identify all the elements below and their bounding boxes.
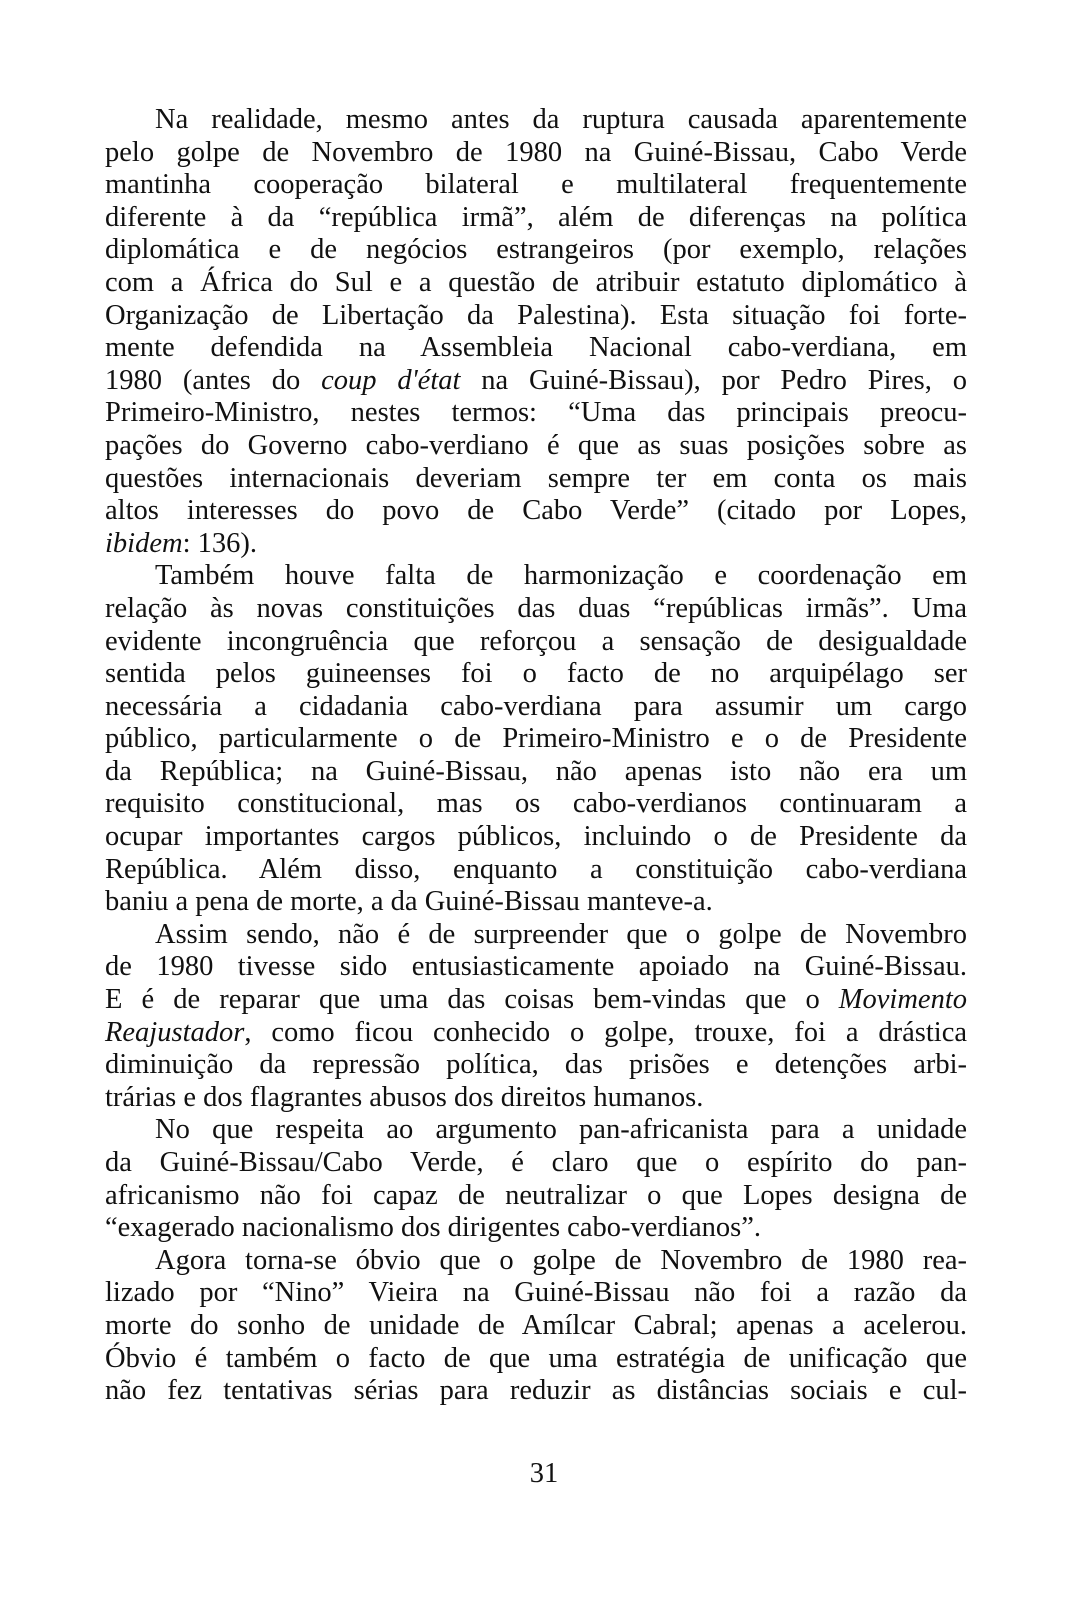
- text-run: pações do Governo cabo-verdiano é que as suas posições sobre as: [105, 429, 967, 461]
- text-line: [105, 984, 967, 1017]
- text-line: [105, 691, 967, 724]
- text-run: da Guiné-Bissau/Cabo Verde, é claro que o espírito do pan-: [105, 1147, 967, 1178]
- text-line: [105, 560, 967, 593]
- text-line: [105, 104, 967, 137]
- text-run: diferente à da “república irmã”, além de diferenças na política: [105, 201, 967, 233]
- text-line: [105, 1147, 967, 1180]
- text-run: República. Além disso, enquanto a constituição cabo-verdiana: [105, 853, 967, 885]
- text-run: Assim sendo, não é de surpreender que o golpe de Novembro: [155, 918, 967, 950]
- text-run: morte do sonho de unidade de Amílcar Cabral; apenas a acelerou.: [105, 1309, 967, 1341]
- text-run: mantinha cooperação bilateral e multilateral frequentemente: [105, 169, 967, 201]
- text-run: sentida pelos guineenses foi o facto de no arquipélago ser: [105, 658, 967, 690]
- text-line: [105, 528, 967, 561]
- text-run: mente defendida na Assembleia Nacional cabo-verdiana, em: [105, 332, 967, 364]
- text-line: [105, 1277, 967, 1310]
- text-run: Também houve falta de harmonização e coordenação em: [155, 560, 967, 592]
- text-line: [105, 821, 967, 854]
- italic-text-run: ibidem: [105, 527, 183, 559]
- text-line: [105, 267, 967, 300]
- text-run: requisito constitucional, mas os cabo-verdianos continuaram a: [105, 788, 967, 820]
- page-number: 31: [529, 1458, 559, 1489]
- text-line: [105, 886, 967, 919]
- text-run: Na realidade, mesmo antes da ruptura causada aparentemente: [155, 104, 967, 135]
- text-line: [105, 626, 967, 659]
- text-run: diplomática e de negócios estrangeiros (por exemplo, relações: [105, 234, 967, 266]
- text-line: [105, 234, 967, 267]
- text-line: [105, 1114, 967, 1147]
- text-line: [105, 1245, 967, 1278]
- text-line: [105, 854, 967, 887]
- text-line: [105, 1212, 967, 1245]
- text-line: [105, 1343, 967, 1376]
- text-run: “exagerado nacionalismo dos dirigentes cabo-verdianos”.: [105, 1212, 762, 1244]
- text-run: altos interesses do povo de Cabo Verde” (citado por Lopes,: [105, 495, 967, 527]
- italic-text-run: coup d'état: [321, 364, 461, 396]
- text-run: Organização de Libertação da Palestina). Esta situação foi forte-: [105, 299, 967, 331]
- text-run: da República; na Guiné-Bissau, não apenas isto não era um: [105, 755, 967, 787]
- text-run: necessária a cidadania cabo-verdiana para assumir um cargo: [105, 690, 967, 722]
- text-line: [105, 495, 967, 528]
- text-run: evidente incongruência que reforçou a sensação de desigualdade: [105, 625, 967, 657]
- text-run: No que respeita ao argumento pan-africanista para a unidade: [155, 1114, 967, 1146]
- text-line: [105, 593, 967, 626]
- text-run: ocupar importantes cargos públicos, incluindo o de Presidente da: [105, 821, 967, 853]
- text-line: [105, 1049, 967, 1082]
- italic-text-run: Movimento: [838, 984, 967, 1016]
- text-line: [105, 1180, 967, 1213]
- text-run: Agora torna-se óbvio que o golpe de Novembro de 1980 rea-: [155, 1244, 967, 1276]
- text-run: baniu a pena de morte, a da Guiné-Bissau manteve-a.: [105, 886, 713, 918]
- text-line: [105, 397, 967, 430]
- text-line: [105, 951, 967, 984]
- text-line: [105, 365, 967, 398]
- text-run: 1980 (antes do: [105, 364, 322, 396]
- text-run: Primeiro-Ministro, nestes termos: “Uma das principais preocu-: [105, 397, 967, 429]
- text-run: africanismo não foi capaz de neutralizar o que Lopes designa de: [105, 1179, 967, 1211]
- text-line: [105, 332, 967, 365]
- text-line: [105, 169, 967, 202]
- text-run: com a África do Sul e a questão de atribuir estatuto diplomático à: [105, 266, 967, 298]
- text-run: não fez tentativas sérias para reduzir as distâncias sociais e cul-: [105, 1375, 967, 1407]
- body-text: [105, 104, 967, 1408]
- text-line: [105, 137, 967, 170]
- text-line: [105, 788, 967, 821]
- text-run: pelo golpe de Novembro de 1980 na Guiné-Bissau, Cabo Verde: [105, 136, 967, 168]
- text-run: E é de reparar que uma das coisas bem-vindas que o: [105, 984, 839, 1016]
- text-line: [105, 300, 967, 333]
- text-line: [105, 463, 967, 496]
- text-run: Óbvio é também o facto de que uma estratégia de unificação que: [105, 1342, 967, 1374]
- text-line: [105, 1017, 967, 1050]
- text-line: [105, 723, 967, 756]
- text-run: público, particularmente o de Primeiro-Ministro e o de Presidente: [105, 723, 967, 755]
- text-run: lizado por “Nino” Vieira na Guiné-Bissau não foi a razão da: [105, 1277, 967, 1309]
- text-run: : 136).: [182, 527, 257, 559]
- text-line: [105, 1310, 967, 1343]
- text-line: [105, 756, 967, 789]
- text-line: [105, 919, 967, 952]
- text-run: questões internacionais deveriam sempre ter em conta os mais: [105, 462, 967, 494]
- text-run: de 1980 tivesse sido entusiasticamente apoiado na Guiné-Bissau.: [105, 951, 967, 983]
- text-run: diminuição da repressão política, das prisões e detenções arbi-: [105, 1049, 967, 1081]
- text-run: trárias e dos flagrantes abusos dos direitos humanos.: [105, 1081, 704, 1113]
- text-line: [105, 430, 967, 463]
- text-line: [105, 202, 967, 235]
- text-line: [105, 658, 967, 691]
- text-line: [105, 1082, 967, 1115]
- text-run: , como ficou conhecido o golpe, trouxe, foi a drástica: [244, 1016, 967, 1048]
- text-run: na Guiné-Bissau), por Pedro Pires, o: [460, 364, 967, 396]
- italic-text-run: Reajustador: [105, 1016, 245, 1048]
- text-run: relação às novas constituições das duas “repúblicas irmãs”. Uma: [105, 592, 967, 624]
- text-line: [105, 1375, 967, 1408]
